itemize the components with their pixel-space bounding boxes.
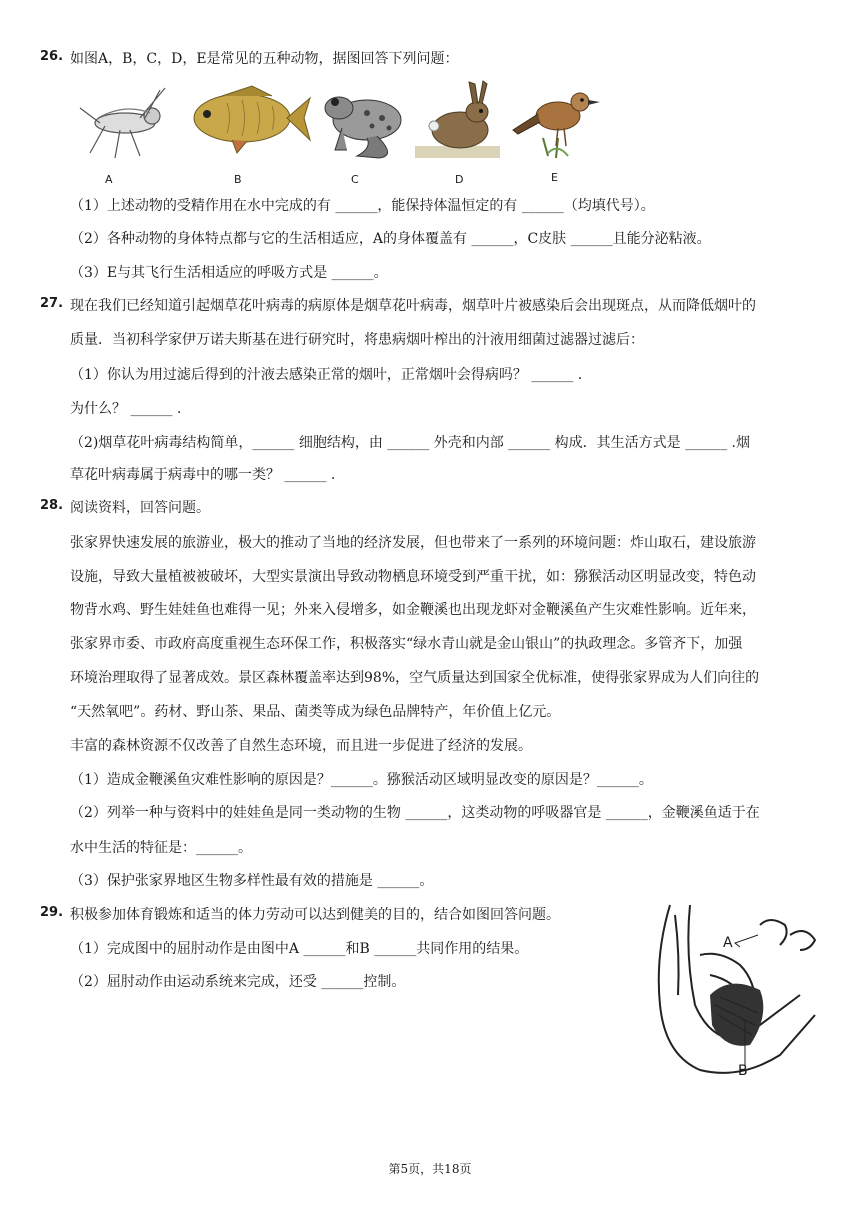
figure-label-b: B	[738, 1063, 748, 1079]
q28-line-6: 环境治理取得了显著成效。景区森林覆盖率达到98%，空气质量达到国家全优标准，使得张家界成为人们向往的	[70, 670, 760, 686]
q26-sub2: （2）各种动物的身体特点都与它的生活相适应，A的身体覆盖有 ______，C皮肤 ______且能分泌粘液。	[70, 231, 711, 247]
q28-line-8: 丰富的森林资源不仅改善了自然生态环境，而且进一步促进了经济的发展。	[70, 738, 532, 754]
q27-line-1: 现在我们已经知道引起烟草花叶病毒的病原体是烟草花叶病毒，烟草叶片被感染后会出现斑点，从而降低烟叶的	[70, 298, 756, 314]
q28-line-5: 张家界市委、市政府高度重视生态环保工作，积极落实“绿水青山就是金山银山”的执政理念。多管齐下，加强	[70, 636, 743, 652]
q26-sub1: （1）上述动物的受精作用在水中完成的有 ______，能保持体温恒定的有 ______（均填代号）。	[70, 198, 655, 214]
question-number-27: 27.	[40, 296, 64, 311]
q28-line-9: （1）造成金鞭溪鱼灾难性影响的原因是？______。猕猴活动区域明显改变的原因是？______。	[70, 772, 653, 788]
fish-figure	[182, 78, 312, 163]
question-number-28: 28.	[40, 498, 64, 513]
animal-label-e: E	[551, 171, 558, 184]
q28-line-10: （2）列举一种与资料中的娃娃鱼是同一类动物的生物 ______，这类动物的呼吸器官是 ______，金鞭溪鱼适于在	[70, 805, 760, 821]
frog-figure	[317, 78, 407, 163]
animal-label-d: D	[455, 173, 464, 186]
q27-line-4: 为什么？ ______ .	[70, 401, 182, 417]
q29-line-1: 积极参加体育锻炼和适当的体力劳动可以达到健美的目的，结合如图回答问题。	[70, 907, 560, 923]
q26-animal-figures	[70, 78, 610, 188]
q29-line-2: （1）完成图中的屈肘动作是由图中A ______和B ______共同作用的结果。	[70, 941, 529, 957]
q28-line-1: 阅读资料，回答问题。	[70, 500, 210, 516]
q26-stem: 如图A，B，C，D，E是常见的五种动物，据图回答下列问题：	[70, 51, 459, 67]
q28-line-4: 物背水鸡、野生娃娃鱼也难得一见；外来入侵增多，如金鞭溪也出现龙虾对金鞭溪鱼产生灾难性影响。近年来，	[70, 602, 756, 618]
q27-line-5: （2)烟草花叶病毒结构简单，______ 细胞结构，由 ______ 外壳和内部 ______ 构成．其生活方式是 ______ .烟	[70, 435, 750, 451]
q27-line-2: 质量．当初科学家伊万诺夫斯基在进行研究时，将患病烟叶榨出的汁液用细菌过滤器过滤后：	[70, 332, 644, 348]
q26-sub3: （3）E与其飞行生活相适应的呼吸方式是 ______。	[70, 265, 388, 281]
grasshopper-figure	[70, 78, 170, 163]
q28-line-7: “天然氧吧”。药材、野山茶、果品、菌类等成为绿色品牌特产，年价值上亿元。	[70, 704, 561, 720]
q28-line-2: 张家界快速发展的旅游业，极大的推动了当地的经济发展，但也带来了一系列的环境问题：炸山取石，建设旅游	[70, 535, 756, 551]
q27-line-6: 草花叶病毒属于病毒中的哪一类？ ______ .	[70, 467, 336, 483]
question-number-26: 26.	[40, 49, 64, 64]
rabbit-figure	[415, 78, 500, 163]
animal-label-c: C	[351, 173, 359, 186]
animal-label-a: A	[105, 173, 113, 186]
q28-line-11: 水中生活的特征是：______。	[70, 840, 252, 856]
q29-line-3: （2）屈肘动作由运动系统来完成，还受 ______控制。	[70, 974, 406, 990]
q28-line-3: 设施，导致大量植被被破坏，大型实景演出导致动物栖息环境受到严重干扰，如：猕猴活动区明显改变，特色动	[70, 569, 756, 585]
page-footer: 第5页，共18页	[388, 1162, 472, 1176]
animal-label-b: B	[234, 173, 242, 186]
figure-label-a: A	[723, 935, 733, 951]
question-number-29: 29.	[40, 905, 64, 920]
q27-line-3: （1）你认为用过滤后得到的汁液去感染正常的烟叶，正常烟叶会得病吗？ ______ .	[70, 367, 583, 383]
arm-muscle-figure	[640, 895, 825, 1085]
bird-figure	[508, 78, 603, 163]
q28-line-12: （3）保护张家界地区生物多样性最有效的措施是 ______。	[70, 873, 434, 889]
